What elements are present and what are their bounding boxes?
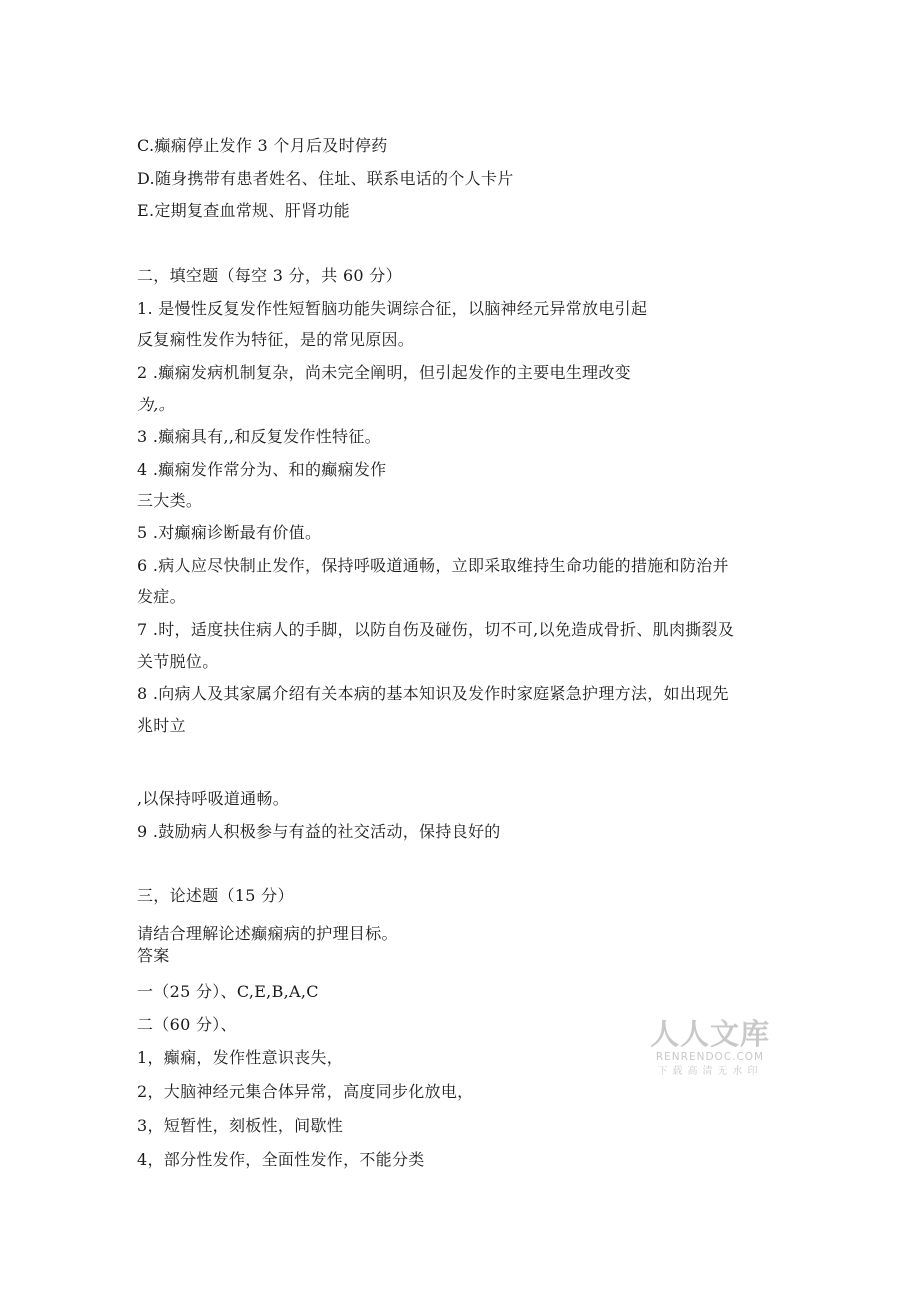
answer-3: 3，短暂性，刻板性，间歇性 <box>137 1116 344 1135</box>
question-7-line-2: 关节脱位。 <box>137 652 219 671</box>
question-8-line-3: ,以保持呼吸道通畅。 <box>137 789 290 808</box>
answer-heading: 答案 <box>137 946 170 965</box>
option-d: D.随身携带有患者姓名、住址、联系电话的个人卡片 <box>137 169 514 188</box>
watermark-url: RENRENDOC.COM <box>655 1051 765 1063</box>
question-7-line-1: 7 .时，适度扶住病人的手脚，以防自伤及碰伤，切不可,以免造成骨折、肌肉撕裂及 <box>137 620 735 639</box>
answer-section-one: 一（25 分）、C,E,B,A,C <box>137 982 319 1001</box>
question-1-line-1: 1. 是慢性反复发作性短暂脑功能失调综合征，以脑神经元异常放电引起 <box>137 299 648 318</box>
question-2-line-1: 2 .癫痫发病机制复杂，尚未完全阐明，但引起发作的主要电生理改变 <box>137 363 631 382</box>
question-5: 5 .对癫痫诊断最有价值。 <box>137 523 322 542</box>
question-4-line-1: 4 .癫痫发作常分为、和的癫痫发作 <box>137 460 387 479</box>
question-8-line-2: 兆时立 <box>137 716 186 735</box>
watermark-title: 人人文库 <box>649 1017 770 1051</box>
question-9: 9 .鼓励病人积极参与有益的社交活动，保持良好的 <box>137 822 501 841</box>
question-3: 3 .癫痫具有,,和反复发作性特征。 <box>137 427 381 446</box>
option-e: E.定期复查血常规、肝肾功能 <box>137 201 350 220</box>
question-8-line-1: 8 .向病人及其家属介绍有关本病的基本知识及发作时家庭紧急护理方法，如出现先 <box>137 684 729 703</box>
answer-1: 1，癫痫，发作性意识丧失， <box>137 1048 344 1067</box>
question-2-line-2: 为,。 <box>137 395 175 414</box>
answer-4: 4，部分性发作，全面性发作，不能分类 <box>137 1150 425 1169</box>
section-three-heading: 三，论述题（15 分） <box>137 886 294 905</box>
question-6-line-2: 发症。 <box>137 587 186 606</box>
option-c: C.癫痫停止发作 3 个月后及时停药 <box>137 136 388 155</box>
answer-2: 2，大脑神经元集合体异常，高度同步化放电， <box>137 1082 474 1101</box>
essay-question: 请结合理解论述癫痫病的护理目标。 <box>137 924 398 943</box>
section-two-heading: 二，填空题（每空 3 分，共 60 分） <box>137 266 402 285</box>
renrendoc-watermark <box>648 1018 772 1078</box>
answer-section-two: 二（60 分）、 <box>137 1015 237 1034</box>
question-4-line-2: 三大类。 <box>137 491 203 510</box>
question-1-line-2: 反复痫性发作为特征，是的常见原因。 <box>137 330 415 349</box>
watermark-tagline: 下载高清无水印 <box>657 1066 763 1077</box>
question-6-line-1: 6 .病人应尽快制止发作，保持呼吸道通畅，立即采取维持生命功能的措施和防治并 <box>137 556 729 575</box>
